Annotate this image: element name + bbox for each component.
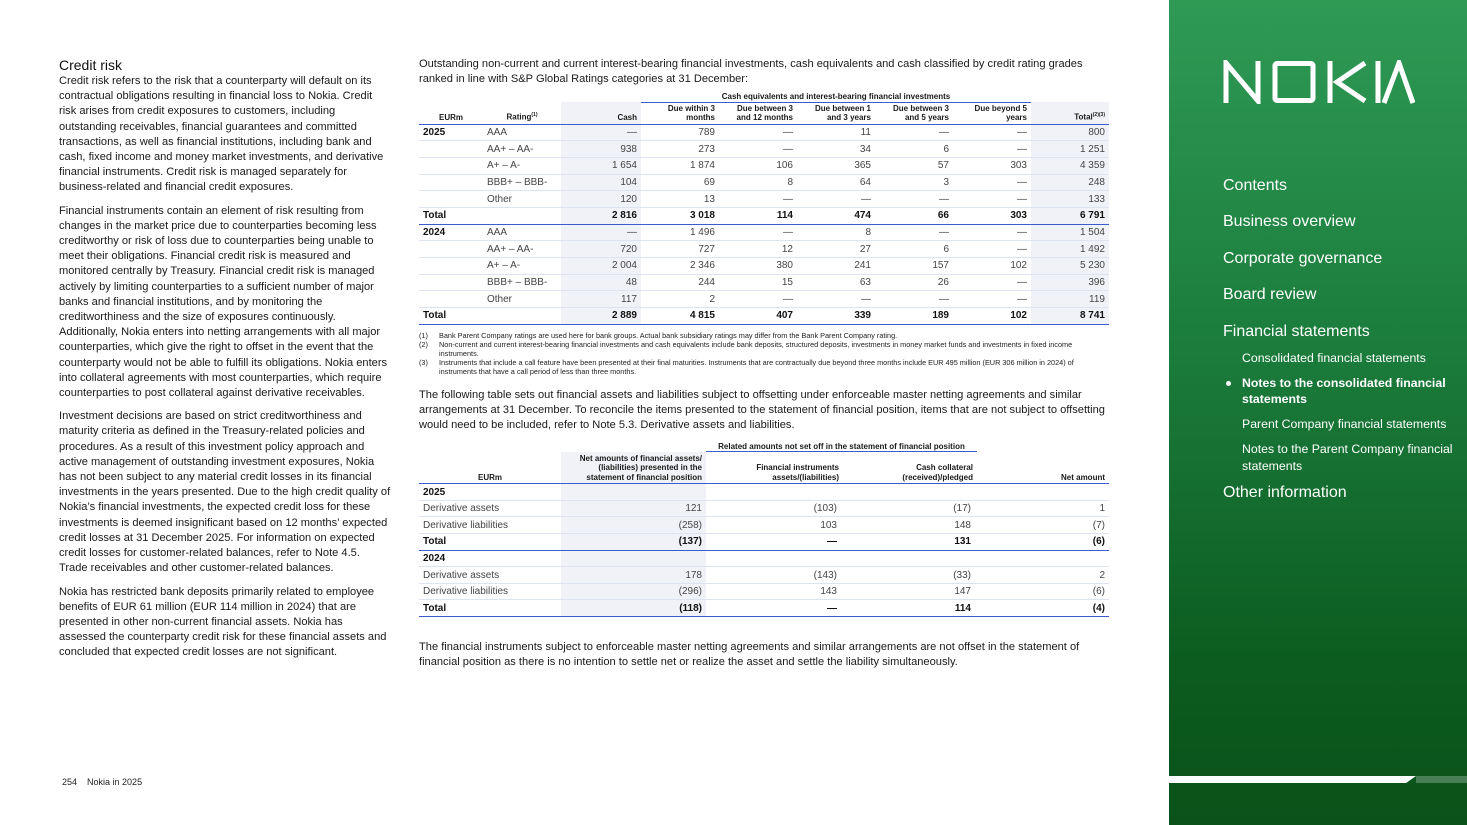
column-header xyxy=(719,102,797,124)
nav-sub-parent-company-statements[interactable]: Parent Company financial statements xyxy=(1242,417,1447,432)
table-cell xyxy=(419,258,483,275)
rating-table-intro: Outstanding non-current and current interest-bearing financial investments, cash equivalents and cash classified by credit rating grades ranked in line with S&P Global Ratings categories at 31 December: xyxy=(419,58,1083,85)
nav-item-board-review[interactable]: Board review xyxy=(1223,286,1317,304)
table-cell: A+ – A- xyxy=(483,258,561,275)
table-cell xyxy=(419,291,483,308)
footnotes xyxy=(419,331,1109,376)
footnote xyxy=(419,340,1109,358)
table-cell: 104 xyxy=(561,174,641,191)
table-row xyxy=(419,224,1109,241)
column-header xyxy=(641,102,719,124)
nav-item-corporate-governance[interactable]: Corporate governance xyxy=(1223,249,1383,267)
table-cell xyxy=(706,484,843,501)
table-cell: 2025 xyxy=(419,484,561,501)
table-cell: 69 xyxy=(641,174,719,191)
column-header-label: Cash xyxy=(617,113,637,122)
table-cell: (33) xyxy=(843,567,977,584)
table-cell xyxy=(843,484,977,501)
table-cell: BBB+ – BBB- xyxy=(483,174,561,191)
table-cell: 8 xyxy=(719,174,797,191)
table-cell xyxy=(561,484,706,501)
table-row xyxy=(419,500,1109,517)
table-row xyxy=(419,191,1109,208)
nokia-logo[interactable] xyxy=(1223,60,1415,109)
table-cell: — xyxy=(719,191,797,208)
table-cell: 800 xyxy=(1031,124,1109,141)
table-cell: — xyxy=(561,124,641,141)
table-cell: — xyxy=(875,191,953,208)
nav-item-business-overview[interactable]: Business overview xyxy=(1223,213,1356,231)
table-cell: 6 xyxy=(875,141,953,158)
table-cell: 12 xyxy=(719,241,797,258)
table-cell: 103 xyxy=(706,517,843,534)
table-cell: 5 230 xyxy=(1031,258,1109,275)
table-cell xyxy=(977,550,1109,567)
table-cell: 380 xyxy=(719,258,797,275)
table-cell: (137) xyxy=(561,534,706,551)
table-cell: 1 492 xyxy=(1031,241,1109,258)
table-cell: 1 251 xyxy=(1031,141,1109,158)
table-cell: 120 xyxy=(561,191,641,208)
footnote xyxy=(419,331,1109,340)
paragraph: Financial instruments contain an element of risk resulting from changes in the market price due to counterparties becoming less creditworthy or risk of loss due to counterparties being unable to meet their obligations. Financial credit risk is measured and monitored centrally by Treasury. Financial credit risk is managed actively by limiting counterparties to a sufficient number of major banks and financial institutions, and by monitoring the creditworthiness and the size of exposures continuously. Additionally, Nokia enters into netting arrangements with all major counterparties, which give the right to offset in the event that the counterparty would not be able to fulfill its obligations. Nokia enters into collateral agreements with most counterparties, which require counterparties to post collateral against derivative receivables. xyxy=(59,204,388,400)
table-cell: (6) xyxy=(977,534,1109,551)
table-cell: Total xyxy=(419,308,483,325)
page-number: 254 xyxy=(62,777,78,787)
table-cell: 365 xyxy=(797,157,875,174)
table-cell: 114 xyxy=(843,600,977,617)
column-header-label: Total xyxy=(1074,113,1093,122)
table-cell: 1 xyxy=(977,500,1109,517)
column-header xyxy=(953,102,1031,124)
footnote-ref: (1) xyxy=(531,112,538,119)
paragraph: Investment decisions are based on strict creditworthiness and maturity criteria as defined in the Treasury-related policies and procedures. As a result of this investment policy approach and active management of outstanding investment exposures, Nokia has not been subject to any material credit losses in its financial investments in the years presented. Due to the high credit quality of Nokia’s financial investments, the expected credit loss for these investments is deemed insignificant based on 12 months’ expected credit losses at 31 December 2025. For information on expected credit losses for customer-related balances, refer to Note 4.5. Trade receivables and other customer-related balances. xyxy=(59,410,391,575)
nav-sub-consolidated-financial-statements[interactable]: Consolidated financial statements xyxy=(1242,350,1426,365)
table-cell: Total xyxy=(419,207,483,224)
table-cell: — xyxy=(706,534,843,551)
nav-sub-notes-parent-company[interactable]: Notes to the Parent Company financial statements xyxy=(1242,442,1453,473)
table-cell: 64 xyxy=(797,174,875,191)
table-cell: 143 xyxy=(706,583,843,600)
table-cell: 244 xyxy=(641,274,719,291)
table-cell: 4 359 xyxy=(1031,157,1109,174)
table-cell: 241 xyxy=(797,258,875,275)
footnote-number: (2) xyxy=(419,339,428,349)
footnote xyxy=(419,358,1109,376)
table-cell: 2 xyxy=(641,291,719,308)
table-cell: Other xyxy=(483,191,561,208)
column-header: Net amount xyxy=(977,452,1109,484)
table-cell: 66 xyxy=(875,207,953,224)
table-cell: 2 816 xyxy=(561,207,641,224)
table-cell xyxy=(419,274,483,291)
table-cell: 57 xyxy=(875,157,953,174)
table-cell: — xyxy=(719,141,797,158)
table-row xyxy=(419,484,1109,501)
table-cell: 102 xyxy=(953,258,1031,275)
group-header: Related amounts not set off in the statement of financial position xyxy=(706,438,977,452)
table-cell: 48 xyxy=(561,274,641,291)
table-row xyxy=(419,550,1109,567)
table-cell: 117 xyxy=(561,291,641,308)
table-cell: — xyxy=(797,191,875,208)
table-cell: (258) xyxy=(561,517,706,534)
table-cell: Derivative liabilities xyxy=(419,583,561,600)
table-cell: (4) xyxy=(977,600,1109,617)
table-cell xyxy=(706,550,843,567)
document-name: Nokia in 2025 xyxy=(87,777,143,787)
credit-rating-table xyxy=(419,87,1109,325)
table-row xyxy=(419,534,1109,551)
table-cell: 1 874 xyxy=(641,157,719,174)
table-cell: Derivative assets xyxy=(419,567,561,584)
table-cell xyxy=(419,191,483,208)
closing-paragraph: The financial instruments subject to enforceable master netting agreements and similar arrangements are not offset in the statement of financial position as there is no intention to settle net or realize the asset and settle the liability simultaneously. xyxy=(419,641,1080,668)
table-cell: 13 xyxy=(641,191,719,208)
column-header-label: Due between 1 and 3 years xyxy=(814,103,871,122)
column-header xyxy=(483,102,561,124)
table-row xyxy=(419,567,1109,584)
table-row xyxy=(419,517,1109,534)
table-cell: AA+ – AA- xyxy=(483,241,561,258)
table-cell: Other xyxy=(483,291,561,308)
table-cell: A+ – A- xyxy=(483,157,561,174)
column-header-label: Due between 3 and 5 years xyxy=(892,103,949,122)
table-cell xyxy=(561,550,706,567)
table-cell: 2 004 xyxy=(561,258,641,275)
table-cell: 474 xyxy=(797,207,875,224)
table-cell: AA+ – AA- xyxy=(483,141,561,158)
table-row xyxy=(419,141,1109,158)
table-cell: 133 xyxy=(1031,191,1109,208)
column-header: Financial instruments assets/(liabilities) xyxy=(706,452,843,484)
table-cell: (296) xyxy=(561,583,706,600)
table-cell: — xyxy=(953,224,1031,241)
column-header xyxy=(419,102,483,124)
nav-item-other-information[interactable]: Other information xyxy=(1223,483,1347,501)
table-cell xyxy=(419,157,483,174)
table-cell: 6 791 xyxy=(1031,207,1109,224)
table-cell: 114 xyxy=(719,207,797,224)
table-cell: 339 xyxy=(797,308,875,325)
table-cell: (7) xyxy=(977,517,1109,534)
section-title: Credit risk xyxy=(59,57,123,73)
table-cell: BBB+ – BBB- xyxy=(483,274,561,291)
column-header: EURm xyxy=(419,452,561,484)
column-header-label: Rating xyxy=(506,113,532,122)
table-cell: 178 xyxy=(561,567,706,584)
table-cell: 189 xyxy=(875,308,953,325)
table-cell: — xyxy=(875,124,953,141)
progress-bar-fill xyxy=(1169,776,1416,783)
offsetting-table xyxy=(419,438,1109,617)
table-row xyxy=(419,291,1109,308)
table-cell: 27 xyxy=(797,241,875,258)
table-cell: 6 xyxy=(875,241,953,258)
table-cell: Derivative liabilities xyxy=(419,517,561,534)
table-cell: 1 504 xyxy=(1031,224,1109,241)
column-header xyxy=(561,102,641,124)
table-cell xyxy=(843,550,977,567)
table-cell: 15 xyxy=(719,274,797,291)
table-cell: 148 xyxy=(843,517,977,534)
column-header-label: Due within 3 months xyxy=(667,103,715,122)
table-cell: Total xyxy=(419,600,561,617)
table-cell: 131 xyxy=(843,534,977,551)
footnote-text: Bank Parent Company ratings are used here for bank groups. Actual bank subsidiary ratings may differ from the Bank Parent Company rating. xyxy=(439,330,898,340)
paragraph: Credit risk refers to the risk that a counterparty will default on its contractual obligations resulting in financial loss to Nokia. Credit risk arises from credit exposures to customers, including outstanding receivables, financial guarantees and committed transactions, as well as financial institutions, including bank and cash, fixed income and money market investments, and derivative financial instruments. Credit risk is managed separately for business-related and financial credit exposures. xyxy=(59,75,384,194)
table-cell: 147 xyxy=(843,583,977,600)
table-cell: 1 496 xyxy=(641,224,719,241)
table-cell: 2 346 xyxy=(641,258,719,275)
table-cell: 4 815 xyxy=(641,308,719,325)
table-cell: — xyxy=(797,291,875,308)
footnote-ref: (2)(3) xyxy=(1092,112,1105,119)
table-cell: 3 018 xyxy=(641,207,719,224)
table-row xyxy=(419,207,1109,224)
column-header: Cash collateral (received)/pledged xyxy=(843,452,977,484)
table-row xyxy=(419,124,1109,141)
table-cell: 720 xyxy=(561,241,641,258)
table-cell: (17) xyxy=(843,500,977,517)
credit-risk-section xyxy=(59,57,391,669)
table-row xyxy=(419,308,1109,325)
table-cell: 34 xyxy=(797,141,875,158)
table-cell: 303 xyxy=(953,157,1031,174)
column-header: Net amounts of financial assets/ (liabilities) presented in the statement of financial position xyxy=(561,452,706,484)
table-cell: — xyxy=(953,141,1031,158)
table-cell: 2 xyxy=(977,567,1109,584)
table-row xyxy=(419,174,1109,191)
footnote-number: (1) xyxy=(419,330,428,340)
table-cell: 8 xyxy=(797,224,875,241)
column-header xyxy=(1031,102,1109,124)
column-header xyxy=(797,102,875,124)
footnote-text: Non-current and current interest-bearing financial investments and cash equivalents include bank deposits, structured deposits, investments in money market funds and investments in fixed income instruments. xyxy=(439,339,1073,358)
sidebar xyxy=(1169,0,1467,825)
nav-item-financial-statements[interactable]: Financial statements xyxy=(1223,322,1370,340)
table-cell: — xyxy=(953,274,1031,291)
table-cell: 396 xyxy=(1031,274,1109,291)
table-cell: 727 xyxy=(641,241,719,258)
table-cell: 2025 xyxy=(419,124,483,141)
progress-bar-track xyxy=(1416,776,1467,783)
table-cell: AAA xyxy=(483,224,561,241)
table-cell: 11 xyxy=(797,124,875,141)
table-cell xyxy=(419,141,483,158)
group-header: Cash equivalents and interest-bearing financial investments xyxy=(641,87,1031,102)
column-header-label: Due beyond 5 years xyxy=(974,103,1027,122)
table-row xyxy=(419,157,1109,174)
table-cell: 8 741 xyxy=(1031,308,1109,325)
table-cell: 26 xyxy=(875,274,953,291)
table-cell: (118) xyxy=(561,600,706,617)
table-cell xyxy=(483,207,561,224)
table-cell: 121 xyxy=(561,500,706,517)
table-cell: 303 xyxy=(953,207,1031,224)
table-cell: — xyxy=(875,224,953,241)
paragraph: Nokia has restricted bank deposits primarily related to employee benefits of EUR 61 million (EUR 114 million in 2024) that are presented in other non-current financial assets. Nokia has assessed the counterparty credit risk for these financial assets and concluded that expected credit losses are not significant. xyxy=(59,585,387,659)
nav-item-contents[interactable]: Contents xyxy=(1223,177,1288,194)
table-cell: — xyxy=(953,291,1031,308)
table-cell: 1 654 xyxy=(561,157,641,174)
table-cell: — xyxy=(561,224,641,241)
table-cell: — xyxy=(953,174,1031,191)
column-header xyxy=(875,102,953,124)
table-cell: (103) xyxy=(706,500,843,517)
table-cell: 2024 xyxy=(419,550,561,567)
table-cell: — xyxy=(953,124,1031,141)
table-row xyxy=(419,258,1109,275)
table-cell: 938 xyxy=(561,141,641,158)
table-cell: (143) xyxy=(706,567,843,584)
table-cell: 248 xyxy=(1031,174,1109,191)
table-cell: (6) xyxy=(977,583,1109,600)
table-cell: — xyxy=(953,191,1031,208)
table-cell: 63 xyxy=(797,274,875,291)
table-cell: 3 xyxy=(875,174,953,191)
table-cell: — xyxy=(719,224,797,241)
table-cell: 407 xyxy=(719,308,797,325)
table-row xyxy=(419,600,1109,617)
table-cell xyxy=(419,241,483,258)
footnote-number: (3) xyxy=(419,357,428,367)
table-cell: — xyxy=(706,600,843,617)
table-cell: 2 889 xyxy=(561,308,641,325)
table-cell: 2024 xyxy=(419,224,483,241)
page-footer xyxy=(62,777,152,787)
table-cell: 119 xyxy=(1031,291,1109,308)
table-row xyxy=(419,583,1109,600)
column-header-label: EURm xyxy=(438,113,463,122)
table-cell: 102 xyxy=(953,308,1031,325)
table-cell: — xyxy=(719,124,797,141)
table-cell: Total xyxy=(419,534,561,551)
column-header-label: Due between 3 and 12 months xyxy=(736,103,793,122)
offset-table-intro: The following table sets out financial assets and liabilities subject to offsetting under enforceable master netting agreements and similar arrangements at 31 December. To reconcile the items presented to the statement of financial position, items that are not subject to offsetting would need to be included, refer to Note 5.3. Derivative assets and liabilities. xyxy=(419,388,1105,431)
footnote-text: Instruments that include a call feature have been presented at their final maturities. Instruments that are contractually due beyond three months include EUR 495 million (EUR 306 million in 2024) of instruments that have a call period of less than three months. xyxy=(439,357,1074,376)
table-cell: 106 xyxy=(719,157,797,174)
table-cell: AAA xyxy=(483,124,561,141)
tables-column xyxy=(419,57,1109,670)
nav-sub-notes-consolidated[interactable]: Notes to the consolidated financial statements xyxy=(1242,375,1467,408)
table-row xyxy=(419,241,1109,258)
table-row xyxy=(419,274,1109,291)
table-cell: 273 xyxy=(641,141,719,158)
table-cell: — xyxy=(719,291,797,308)
table-cell xyxy=(483,308,561,325)
table-cell: — xyxy=(953,241,1031,258)
table-cell: — xyxy=(875,291,953,308)
sidebar-nav xyxy=(1223,176,1467,519)
table-cell xyxy=(977,484,1109,501)
nokia-logo-icon xyxy=(1223,60,1415,104)
table-cell: 157 xyxy=(875,258,953,275)
table-cell: 789 xyxy=(641,124,719,141)
table-cell: Derivative assets xyxy=(419,500,561,517)
table-cell xyxy=(419,174,483,191)
